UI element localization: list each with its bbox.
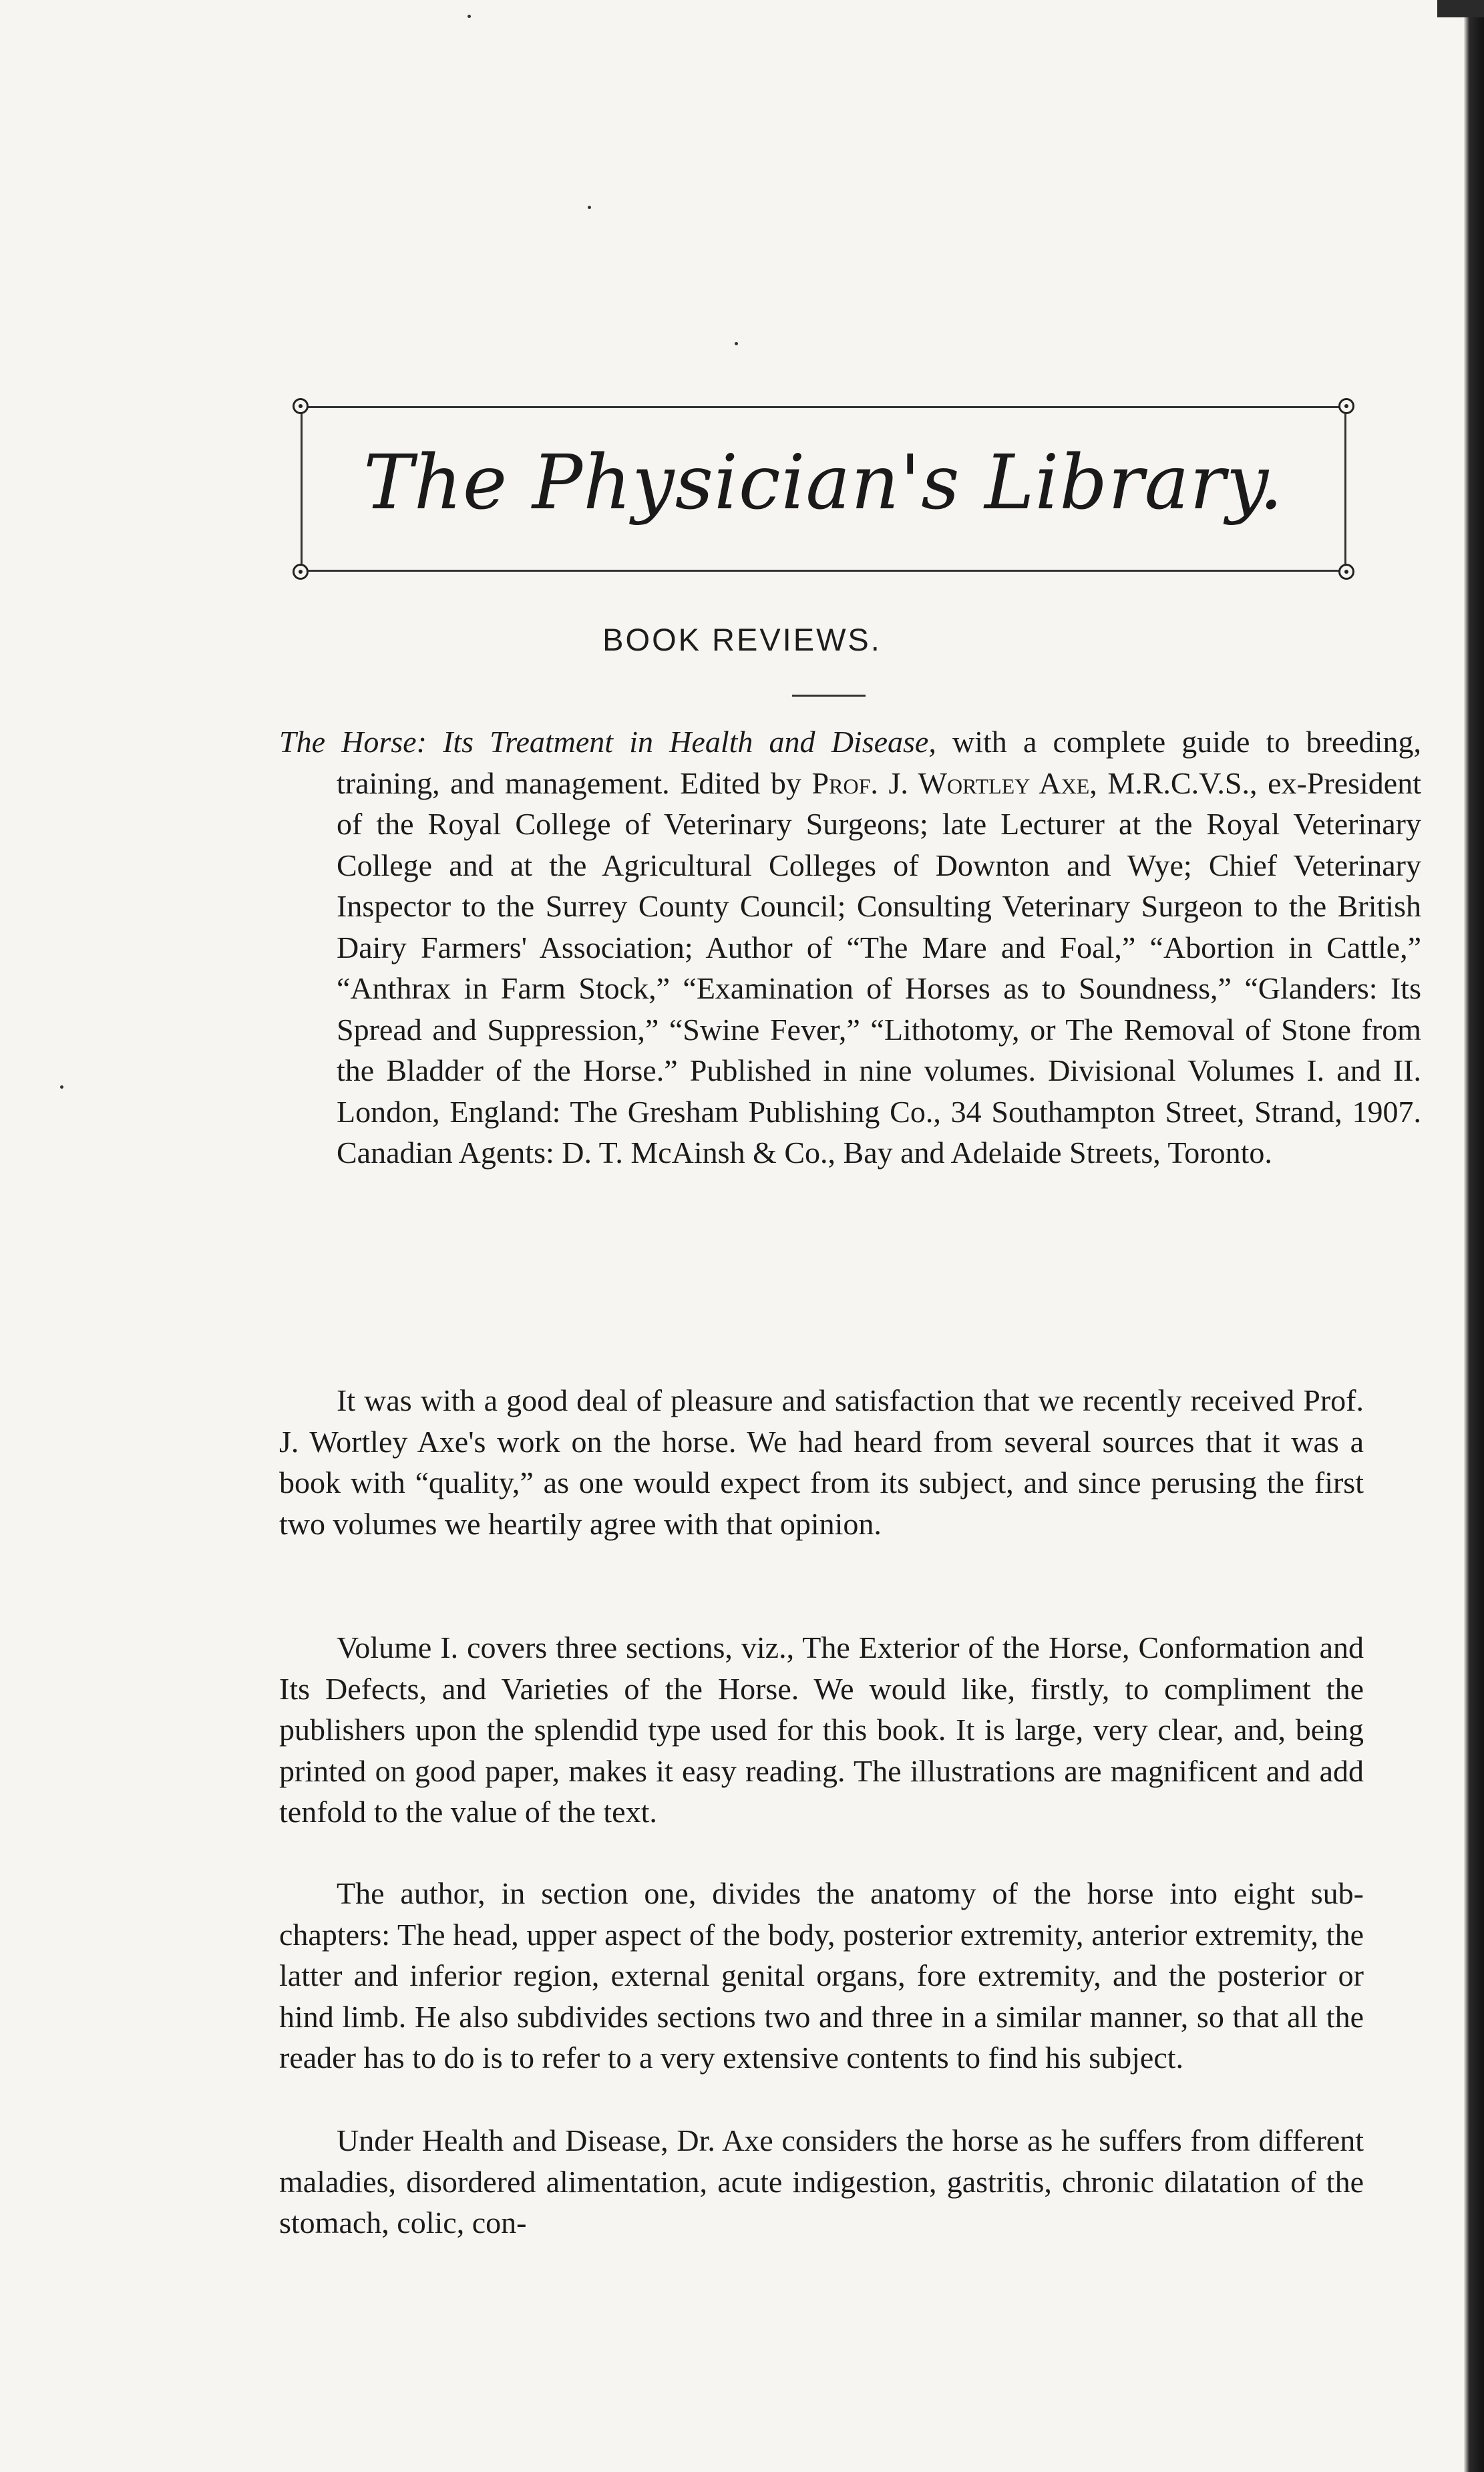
- scan-speck: [735, 342, 738, 345]
- review-paragraph: It was with a good deal of pleasure and satisfaction that we recently received Prof. J. Wortley Axe's work on the horse. We had heard from several sources that it was a book with “quality,” as one would expect from its subject, and since perusing the first two volumes we heartily agree with that opinion.: [279, 1383, 1364, 1541]
- section-heading: BOOK REVIEWS.: [602, 622, 882, 657]
- review-paragraph: Under Health and Disease, Dr. Axe considers the horse as he suffers from different maladies, disordered alimentation, acute indigestion, gastritis, chronic dilatation of the stomach, colic, con-: [279, 2123, 1364, 2240]
- book-title: The Horse: Its Treatment in Health and Disease,: [279, 725, 936, 759]
- frame-top-rule: [305, 406, 1342, 408]
- frame-corner-ornament: [293, 398, 309, 414]
- scan-speck: [60, 1085, 63, 1089]
- page-corner-mark: [1437, 0, 1484, 17]
- book-editor: Prof. J. Wortley Axe,: [811, 765, 1097, 800]
- title-frame: [294, 399, 1353, 578]
- frame-corner-ornament: [1338, 398, 1354, 414]
- review-paragraph: Volume I. covers three sections, viz., The Exterior of the Horse, Conformation and Its Defects, and Varieties of the Horse. We would like, firstly, to compliment the publishers upon the splendid type used for this book. It is large, very clear, and, being printed on good paper, makes it easy reading. The illustrations are magnificent and add tenfold to the value of the text.: [279, 1630, 1364, 1829]
- page-edge-shadow: [1464, 0, 1484, 2472]
- frame-bottom-rule: [305, 570, 1342, 572]
- scan-speck: [468, 15, 471, 18]
- book-subtitle: with a complete guide to breeding, training, and management. Edited by: [337, 725, 1422, 800]
- frame-corner-ornament: [293, 564, 309, 580]
- heading-divider: [792, 695, 866, 697]
- citation-details: M.R.C.V.S., ex-President of the Royal College of Veterinary Surgeons; late Lecturer at the Royal Veterinary College and at the Agricultural Colleges of Downton and Wye; Chief Veterinary Inspector to the Surrey County Council; Consulting Veterinary Surgeon to the British Dairy Farmers' Association; Author of “The Mare and Foal,” “Abortion in Cattle,” “Anthrax in Farm Stock,” “Examination of Horses as to Soundness,” “Glanders: Its Spread and Suppression,” “Swine Fever,” “Lithotomy, or The Removal of Stone from the Bladder of the Horse.” Published in nine volumes. Divisional Volumes I. and II. London, England: The Gresham Publishing Co., 34 Southampton Street, Strand, 1907. Canadian Agents: D. T. McAinsh & Co., Bay and Adelaide Streets, Toronto.: [337, 765, 1422, 1170]
- frame-corner-ornament: [1338, 564, 1354, 580]
- scan-speck: [588, 206, 591, 209]
- book-citation: [279, 721, 1421, 1174]
- journal-title: The Physician's Library.: [363, 439, 1284, 526]
- review-paragraph: The author, in section one, divides the anatomy of the horse into eight sub-chapters: The head, upper aspect of the body, posterior extremity, anterior extremity, the latter and inferior region, external genital organs, fore extremity, and the posterior or hind limb. He also subdivides sections two and three in a similar manner, so that all the reader has to do is to refer to a very extensive contents to find his subject.: [279, 1876, 1364, 2075]
